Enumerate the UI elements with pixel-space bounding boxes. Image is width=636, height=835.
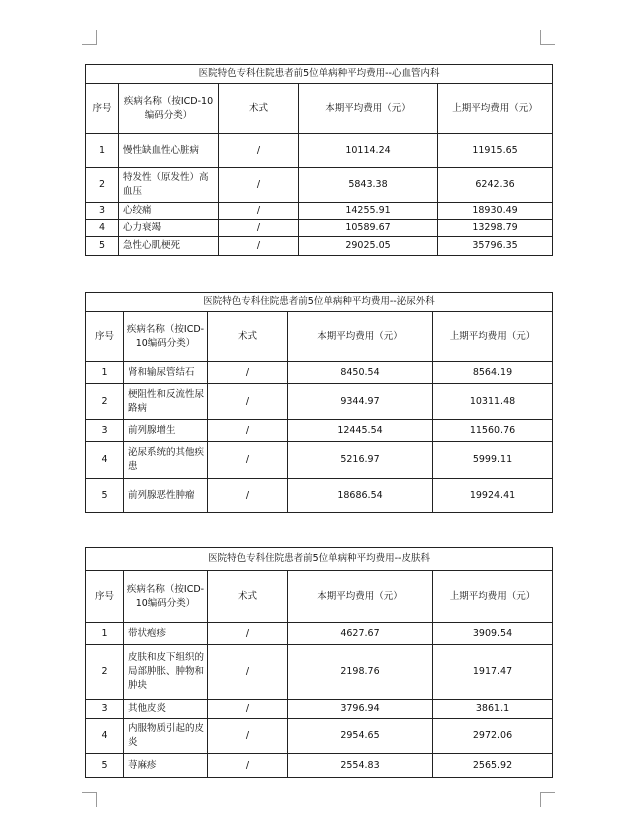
row-no: 3 [86, 420, 124, 442]
row-current-cost: 2554.83 [288, 754, 433, 778]
crop-mark-bottom-right [540, 792, 555, 807]
row-current-cost: 14255.91 [299, 203, 438, 220]
row-disease-name: 心绞痛 [119, 203, 219, 220]
row-disease-name: 急性心肌梗死 [119, 237, 219, 256]
row-disease-name: 泌尿系统的其他疾患 [124, 442, 208, 479]
header-surgery: 术式 [208, 312, 288, 362]
header-disease-name: 疾病名称（按ICD-10编码分类） [124, 312, 208, 362]
row-current-cost: 5843.38 [299, 168, 438, 203]
table-row [86, 362, 553, 384]
table-row [86, 479, 553, 513]
row-previous-cost: 1917.47 [433, 645, 553, 700]
row-no: 3 [86, 700, 124, 719]
table-row [86, 384, 553, 420]
row-surgery: / [219, 220, 299, 237]
row-current-cost: 12445.54 [288, 420, 433, 442]
table-header-row [86, 312, 553, 362]
row-disease-name: 前列腺恶性肿瘤 [124, 479, 208, 513]
row-surgery: / [208, 645, 288, 700]
table-row [86, 719, 553, 754]
table-row [86, 134, 553, 168]
row-disease-name: 心力衰竭 [119, 220, 219, 237]
cost-table-cardiology [85, 64, 553, 256]
row-surgery: / [208, 479, 288, 513]
table-title: 医院特色专科住院患者前5位单病种平均费用--皮肤科 [86, 548, 553, 571]
row-previous-cost: 18930.49 [438, 203, 553, 220]
header-current-cost: 本期平均费用（元） [299, 84, 438, 134]
cost-table-dermatology [85, 547, 553, 778]
header-no: 序号 [86, 84, 119, 134]
table-header-row [86, 571, 553, 623]
row-no: 1 [86, 134, 119, 168]
row-previous-cost: 8564.19 [433, 362, 553, 384]
row-disease-name: 其他皮炎 [124, 700, 208, 719]
row-previous-cost: 19924.41 [433, 479, 553, 513]
row-disease-name: 皮肤和皮下组织的局部肿胀、肿物和肿块 [124, 645, 208, 700]
row-current-cost: 2954.65 [288, 719, 433, 754]
table-row [86, 700, 553, 719]
row-no: 1 [86, 623, 124, 645]
row-previous-cost: 11560.76 [433, 420, 553, 442]
row-current-cost: 2198.76 [288, 645, 433, 700]
header-surgery: 术式 [219, 84, 299, 134]
crop-mark-top-left [82, 30, 97, 45]
row-disease-name: 特发性（原发性）高血压 [119, 168, 219, 203]
header-previous-cost: 上期平均费用（元） [433, 312, 553, 362]
header-surgery: 术式 [208, 571, 288, 623]
row-current-cost: 29025.05 [299, 237, 438, 256]
table-title: 医院特色专科住院患者前5位单病种平均费用--心血管内科 [86, 65, 553, 84]
header-disease-name: 疾病名称（按ICD-10编码分类） [124, 571, 208, 623]
row-current-cost: 10589.67 [299, 220, 438, 237]
table-row [86, 203, 553, 220]
row-no: 4 [86, 220, 119, 237]
row-no: 2 [86, 645, 124, 700]
row-previous-cost: 6242.36 [438, 168, 553, 203]
row-disease-name: 梗阻性和反流性尿路病 [124, 384, 208, 420]
row-surgery: / [219, 203, 299, 220]
row-no: 2 [86, 384, 124, 420]
row-no: 2 [86, 168, 119, 203]
table-row [86, 623, 553, 645]
header-no: 序号 [86, 571, 124, 623]
row-surgery: / [219, 237, 299, 256]
row-previous-cost: 35796.35 [438, 237, 553, 256]
row-current-cost: 4627.67 [288, 623, 433, 645]
table-row [86, 168, 553, 203]
row-previous-cost: 2972.06 [433, 719, 553, 754]
row-previous-cost: 10311.48 [433, 384, 553, 420]
row-surgery: / [208, 362, 288, 384]
row-current-cost: 10114.24 [299, 134, 438, 168]
row-surgery: / [208, 384, 288, 420]
header-current-cost: 本期平均费用（元） [288, 312, 433, 362]
row-surgery: / [208, 719, 288, 754]
row-disease-name: 慢性缺血性心脏病 [119, 134, 219, 168]
row-surgery: / [208, 442, 288, 479]
table-title: 医院特色专科住院患者前5位单病种平均费用--泌尿外科 [86, 293, 553, 312]
row-previous-cost: 3909.54 [433, 623, 553, 645]
row-current-cost: 5216.97 [288, 442, 433, 479]
row-surgery: / [208, 754, 288, 778]
row-surgery: / [208, 700, 288, 719]
table-header-row [86, 84, 553, 134]
row-no: 1 [86, 362, 124, 384]
row-no: 4 [86, 442, 124, 479]
header-disease-name: 疾病名称（按ICD-10编码分类） [119, 84, 219, 134]
table-row [86, 237, 553, 256]
row-disease-name: 内服物质引起的皮炎 [124, 719, 208, 754]
row-surgery: / [219, 134, 299, 168]
crop-mark-bottom-left [82, 792, 97, 807]
row-no: 5 [86, 479, 124, 513]
crop-mark-top-right [540, 30, 555, 45]
table-row [86, 420, 553, 442]
row-current-cost: 18686.54 [288, 479, 433, 513]
row-current-cost: 9344.97 [288, 384, 433, 420]
header-current-cost: 本期平均费用（元） [288, 571, 433, 623]
table-row [86, 645, 553, 700]
row-previous-cost: 5999.11 [433, 442, 553, 479]
row-surgery: / [208, 623, 288, 645]
row-previous-cost: 2565.92 [433, 754, 553, 778]
row-disease-name: 肾和输尿管结石 [124, 362, 208, 384]
row-surgery: / [208, 420, 288, 442]
header-previous-cost: 上期平均费用（元） [438, 84, 553, 134]
header-no: 序号 [86, 312, 124, 362]
row-current-cost: 3796.94 [288, 700, 433, 719]
table-row [86, 220, 553, 237]
row-no: 3 [86, 203, 119, 220]
cost-table-urology [85, 292, 553, 513]
header-previous-cost: 上期平均费用（元） [433, 571, 553, 623]
row-previous-cost: 3861.1 [433, 700, 553, 719]
table-row [86, 754, 553, 778]
row-no: 5 [86, 237, 119, 256]
row-disease-name: 荨麻疹 [124, 754, 208, 778]
row-disease-name: 前列腺增生 [124, 420, 208, 442]
row-no: 4 [86, 719, 124, 754]
row-current-cost: 8450.54 [288, 362, 433, 384]
row-previous-cost: 11915.65 [438, 134, 553, 168]
row-previous-cost: 13298.79 [438, 220, 553, 237]
table-row [86, 442, 553, 479]
row-disease-name: 带状疱疹 [124, 623, 208, 645]
row-surgery: / [219, 168, 299, 203]
row-no: 5 [86, 754, 124, 778]
